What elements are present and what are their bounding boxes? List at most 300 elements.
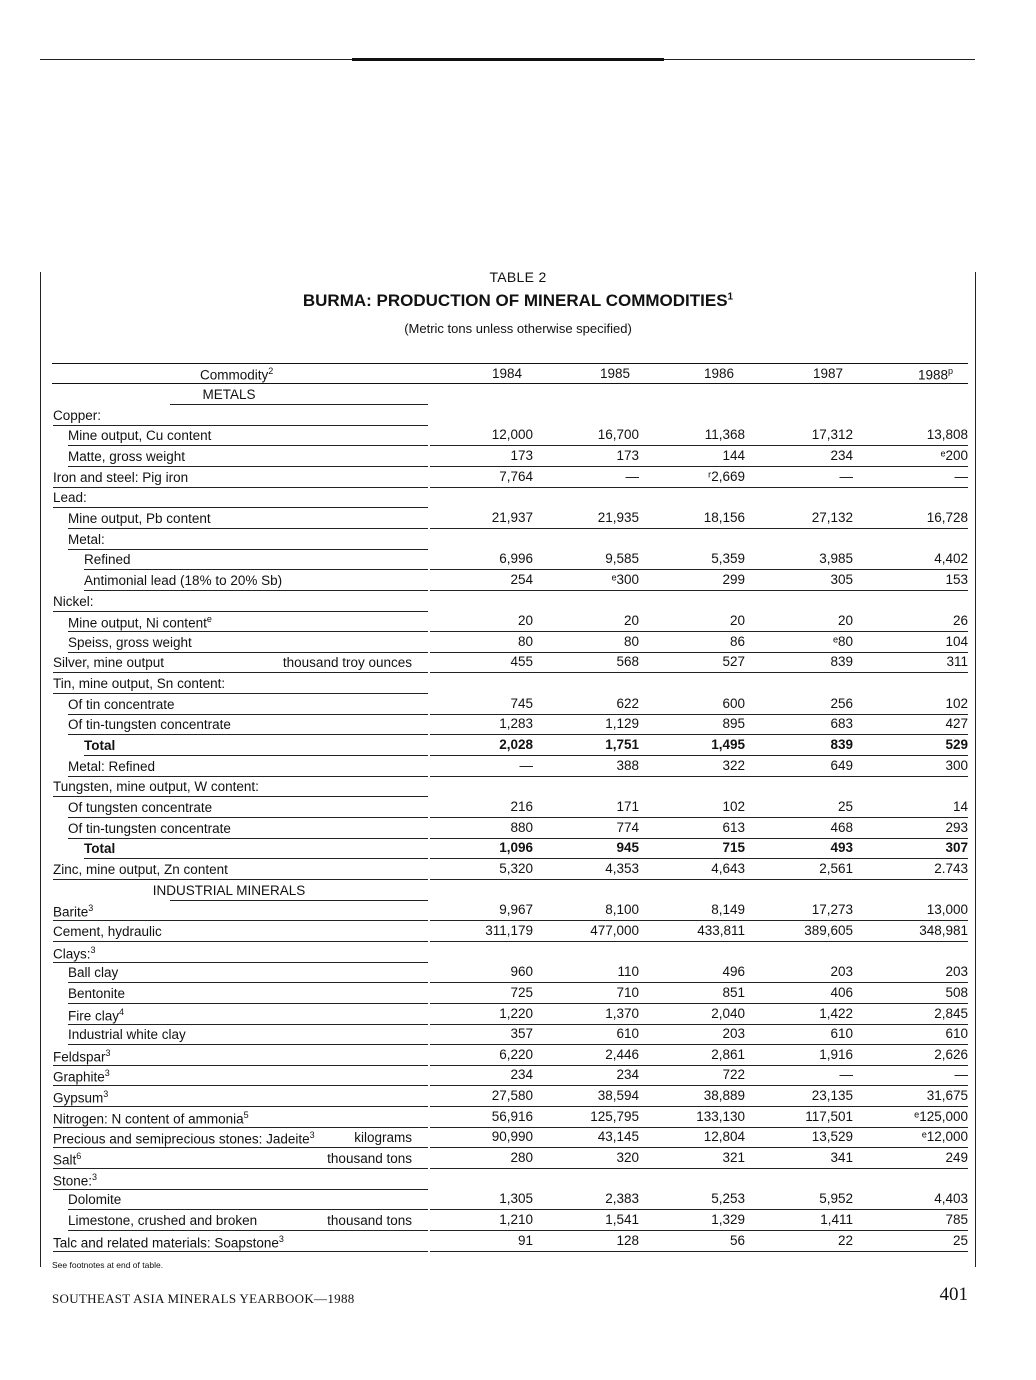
table-row: [0, 571, 1036, 591]
value-cell-1986: 8,149: [711, 902, 745, 918]
value-cell-1984: 1,220: [499, 1005, 533, 1021]
commodity-name-text: Ball clay: [68, 965, 119, 981]
commodity-name: [68, 1007, 124, 1024]
commodity-name: [68, 1192, 121, 1207]
header-commodity-note: 2: [268, 366, 274, 376]
value-cell-1986: 722: [722, 1067, 745, 1083]
value-cell-1985: 128: [616, 1232, 639, 1248]
commodity-name: [68, 614, 212, 631]
value-cell-1984: 80: [517, 633, 533, 649]
table-row: [0, 963, 1036, 983]
value-cell-1988: 2,845: [934, 1005, 968, 1021]
value-cell-1986: 613: [722, 819, 745, 835]
value-cell-1987: 5,952: [819, 1191, 853, 1207]
section-heading-row: [0, 385, 1036, 405]
header-year-1988: 1988$^p$: [918, 366, 954, 383]
commodity-name-text: Silver, mine output: [53, 655, 165, 671]
commodity-name: [68, 449, 185, 464]
value-cell-1988: 307: [945, 840, 968, 856]
value-cell-1987: 1,411: [820, 1212, 853, 1227]
value-cell-1988: 4,402: [934, 551, 968, 567]
value-cell-1986: 895: [722, 716, 745, 732]
value-cell-1984: 311,179: [485, 922, 533, 938]
commodity-name: [53, 1048, 111, 1065]
commodity-name-text: Talc and related materials: Soapstone: [53, 1235, 279, 1251]
value-cell-1987: 3,985: [819, 551, 853, 567]
value-cell-1985: 80: [623, 633, 639, 649]
commodity-name: [53, 1234, 284, 1251]
value-cell-1984: 6,996: [499, 551, 533, 567]
value-cell-1985: 1,541: [605, 1212, 639, 1227]
value-cell-1987: 1,916: [819, 1046, 853, 1062]
value-cell-1987: 468: [830, 819, 853, 835]
section-heading-row: [0, 881, 1036, 901]
unit-label: thousand troy ounces: [282, 655, 412, 671]
table-row: [0, 468, 1036, 488]
footnote-marker: 3: [309, 1130, 315, 1141]
table-title: [0, 291, 1036, 311]
value-cell-1984: 20: [517, 613, 533, 629]
value-cell-1986: 715: [722, 840, 745, 856]
value-cell-1988: 13,000: [926, 902, 968, 918]
commodity-name-text: Industrial white clay: [68, 1027, 186, 1043]
footnote-marker: 3: [104, 1068, 110, 1079]
commodity-name-text: Salt: [53, 1152, 77, 1168]
commodity-name-text: Total: [84, 738, 116, 754]
value-cell-1984: 455: [510, 654, 533, 670]
value-cell-1988: 2,626: [934, 1046, 968, 1062]
table-row: [0, 860, 1036, 880]
commodity-name: [53, 408, 101, 423]
value-cell-1985: 8,100: [605, 902, 639, 918]
commodity-name: [53, 676, 225, 691]
value-cell-1988: 14: [952, 799, 968, 814]
table-label: TABLE 2: [489, 269, 547, 285]
value-cell-1984: —: [519, 757, 533, 773]
value-cell-1987: 406: [830, 984, 853, 1000]
commodity-name-text: Cement, hydraulic: [53, 923, 162, 939]
value-cell-1986: 851: [722, 984, 745, 1000]
commodity-name-text: Of tin-tungsten concentrate: [68, 717, 231, 733]
commodity-name-text: Iron and steel: Pig iron: [53, 469, 189, 485]
value-cell-1984: 173: [510, 447, 533, 463]
header-year-1986: 1986: [704, 366, 735, 381]
commodity-name: [53, 1110, 249, 1127]
value-cell-1986: 102: [722, 799, 745, 814]
table-row: [0, 674, 1036, 694]
footnote-marker: 3: [103, 1089, 109, 1100]
value-cell-1986: 12,804: [703, 1129, 745, 1145]
value-cell-1985: 171: [616, 799, 639, 814]
value-cell-1985: 1,370: [605, 1005, 639, 1021]
value-cell-1987: —: [839, 1067, 853, 1083]
commodity-name-text: Of tungsten concentrate: [68, 800, 213, 815]
table-row: [0, 447, 1036, 467]
commodity-name-text: Precious and semiprecious stones: Jadeite: [53, 1131, 310, 1147]
value-cell-1988: 427: [945, 716, 968, 732]
total-row: [0, 839, 1036, 859]
table-row: [0, 1005, 1036, 1025]
commodity-name: [84, 738, 115, 753]
commodity-name-text: Metal: Refined: [68, 758, 156, 774]
value-cell-1985: 610: [616, 1026, 639, 1042]
commodity-name-text: METALS: [202, 387, 256, 402]
commodity-name: [53, 779, 259, 794]
value-cell-1986: 18,156: [703, 509, 745, 525]
commodity-name: [53, 862, 228, 877]
value-cell-1988: ᵉ200: [940, 447, 968, 463]
value-cell-1986: 133,130: [696, 1108, 745, 1124]
commodity-name-text: Mine output, Cu content: [68, 428, 212, 444]
value-cell-1987: 20: [837, 613, 853, 629]
value-cell-1985: 1,751: [605, 737, 639, 753]
value-cell-1988: 16,728: [926, 509, 968, 525]
value-cell-1985: 945: [616, 840, 639, 856]
value-cell-1985: 16,700: [597, 427, 639, 443]
commodity-name-text: Tin, mine output, Sn content:: [53, 676, 226, 692]
value-cell-1984: 2,028: [499, 737, 533, 753]
value-cell-1986: 144: [722, 447, 745, 463]
value-cell-1986: 5,253: [711, 1191, 745, 1207]
section-heading: [30, 387, 428, 402]
commodity-name: [68, 428, 211, 443]
commodity-name-text: Of tin-tungsten concentrate: [68, 820, 231, 836]
value-cell-1984: 12,000: [491, 427, 533, 443]
value-cell-1984: 6,220: [499, 1046, 533, 1062]
footnote-marker: 3: [92, 1171, 98, 1182]
value-cell-1987: 23,135: [811, 1088, 853, 1104]
commodity-name-text: Mine output, Pb content: [68, 510, 211, 526]
value-cell-1987: 610: [830, 1026, 853, 1042]
value-cell-1987: 256: [830, 695, 853, 711]
value-cell-1985: 20: [623, 613, 639, 629]
value-cell-1986: 527: [722, 654, 745, 670]
header-year-1988-note: p: [948, 366, 954, 376]
value-cell-1985: 234: [616, 1067, 639, 1083]
value-cell-1987: 683: [830, 716, 853, 732]
value-cell-1984: 960: [510, 964, 533, 980]
commodity-name-text: Stone:: [53, 1173, 93, 1189]
value-cell-1986: 321: [722, 1150, 745, 1166]
value-cell-1984: 91: [517, 1232, 533, 1248]
value-cell-1984: 725: [510, 984, 533, 1000]
value-cell-1986: 322: [722, 757, 745, 773]
value-cell-1988: 26: [952, 613, 968, 629]
value-cell-1987: 27,132: [811, 509, 853, 525]
value-cell-1985: 320: [616, 1150, 639, 1166]
value-cell-1988: 203: [945, 964, 968, 980]
value-cell-1987: 17,312: [811, 427, 853, 443]
commodity-name-text: Speiss, gross weight: [68, 634, 192, 650]
value-cell-1984: 7,764: [499, 468, 533, 484]
value-cell-1988: 293: [945, 819, 968, 835]
table-row: [0, 1190, 1036, 1210]
value-cell-1986: 1,329: [711, 1212, 745, 1227]
commodity-name: [53, 924, 162, 939]
commodity-name-text: Feldspar: [53, 1049, 106, 1065]
commodity-name: [53, 1068, 110, 1085]
table-row: [0, 901, 1036, 921]
value-cell-1986: 20: [729, 613, 745, 629]
table-row: [0, 633, 1036, 653]
value-cell-1988: 13,808: [926, 427, 968, 443]
value-cell-1986: 203: [722, 1026, 745, 1042]
value-cell-1988: 300: [945, 757, 968, 773]
commodity-name-text: Total: [84, 841, 116, 857]
value-cell-1984: 1,283: [499, 716, 533, 732]
table-row: [0, 550, 1036, 570]
value-cell-1987: 389,605: [804, 922, 853, 938]
table-row: [0, 592, 1036, 612]
value-cell-1985: 43,145: [597, 1129, 639, 1145]
commodity-name-text: Mine output, Ni content: [68, 615, 207, 631]
value-cell-1986: 11,368: [704, 427, 745, 443]
value-cell-1986: 433,811: [697, 922, 745, 938]
commodity-name: [68, 635, 192, 650]
footnote-marker: 3: [278, 1233, 284, 1244]
header-year-1987: 1987: [813, 366, 844, 381]
value-cell-1988: —: [954, 1067, 968, 1083]
commodity-name: [68, 800, 212, 815]
table-row: [0, 922, 1036, 942]
value-cell-1985: 21,935: [597, 509, 639, 525]
commodity-name-text: Copper:: [53, 407, 102, 423]
value-cell-1986: 600: [722, 695, 745, 711]
value-cell-1988: 2.743: [934, 860, 968, 876]
value-cell-1984: 56,916: [491, 1108, 533, 1124]
value-cell-1985: ᵉ300: [611, 571, 639, 587]
table-row: [0, 1025, 1036, 1045]
value-cell-1987: 839: [830, 654, 853, 670]
value-cell-1985: 774: [616, 819, 639, 835]
commodity-name: [84, 573, 282, 588]
publication-footer: SOUTHEAST ASIA MINERALS YEARBOOK—1988: [52, 1291, 355, 1306]
value-cell-1986: 86: [729, 633, 745, 649]
commodity-name: [53, 1151, 81, 1168]
value-cell-1987: 839: [830, 737, 853, 753]
value-cell-1985: 2,383: [605, 1191, 639, 1207]
value-cell-1984: 280: [510, 1150, 533, 1166]
value-cell-1988: 249: [945, 1150, 968, 1166]
value-cell-1984: 21,937: [491, 509, 533, 525]
commodity-name-text: Graphite: [53, 1069, 105, 1085]
table-row: [0, 757, 1036, 777]
value-cell-1984: 90,990: [491, 1129, 533, 1145]
footnote-marker: 3: [88, 903, 94, 914]
value-cell-1988: 25: [952, 1232, 968, 1248]
value-cell-1986: 56: [729, 1232, 745, 1248]
commodity-name-text: Nitrogen: N content of ammonia: [53, 1111, 244, 1127]
header-bottom-rule: [52, 383, 968, 384]
page-top-rule-accent: [352, 58, 664, 61]
value-cell-1985: 9,585: [605, 551, 639, 567]
value-cell-1987: 117,501: [805, 1108, 853, 1124]
table-row: [0, 509, 1036, 529]
header-commodity: Commodity$^2$: [200, 366, 274, 383]
value-cell-1988: ᵉ12,000: [921, 1129, 968, 1145]
section-heading: [30, 883, 428, 898]
value-cell-1984: 357: [510, 1026, 533, 1042]
table-row: [0, 406, 1036, 426]
commodity-name-text: Gypsum: [53, 1090, 104, 1106]
commodity-name-text: INDUSTRIAL MINERALS: [152, 882, 306, 898]
value-cell-1985: 622: [616, 695, 639, 711]
value-cell-1988: 104: [945, 633, 968, 649]
unit-label: thousand tons: [327, 1213, 412, 1228]
footnote-marker: 3: [105, 1047, 111, 1058]
value-cell-1988: 785: [945, 1212, 968, 1227]
value-cell-1986: 4,643: [711, 860, 745, 876]
commodity-name: [84, 841, 115, 856]
value-cell-1986: 2,040: [711, 1005, 745, 1021]
table-title-note: 1: [727, 291, 734, 303]
value-cell-1988: 508: [945, 984, 968, 1000]
table-row: [0, 798, 1036, 818]
commodity-name-text: Tungsten, mine output, W content:: [53, 779, 259, 795]
commodity-name: [68, 1027, 186, 1042]
value-cell-1988: 348,981: [919, 922, 968, 938]
value-cell-1984: 1,210: [499, 1212, 533, 1227]
commodity-name: [68, 759, 155, 774]
header-top-rule: [52, 363, 968, 364]
value-cell-1987: 1,422: [819, 1005, 853, 1021]
commodity-name: [53, 1089, 108, 1106]
value-cell-1985: —: [625, 468, 639, 484]
value-cell-1984: 1,305: [499, 1191, 533, 1207]
commodity-name: [53, 945, 96, 962]
table-row: [0, 1149, 1036, 1169]
commodity-name-text: Fire clay: [68, 1008, 120, 1023]
footnote-marker: 4: [119, 1006, 125, 1017]
value-cell-1985: 710: [616, 984, 639, 1000]
value-cell-1985: 38,594: [597, 1088, 639, 1104]
value-cell-1984: 234: [510, 1067, 533, 1083]
value-cell-1985: 1,129: [605, 716, 639, 732]
value-cell-1987: 2,561: [819, 860, 853, 876]
value-cell-1987: —: [839, 468, 853, 484]
footnote-reference: See footnotes at end of table.: [52, 1260, 164, 1270]
table-row: [0, 653, 1036, 673]
commodity-name: [53, 490, 87, 505]
commodity-name: [53, 470, 188, 485]
commodity-name-text: Matte, gross weight: [68, 448, 186, 464]
commodity-name: [53, 1172, 97, 1189]
commodity-name: [68, 986, 125, 1001]
value-cell-1988: 610: [945, 1026, 968, 1042]
footnote-marker: e: [206, 614, 212, 625]
table-row: [0, 1170, 1036, 1190]
value-cell-1988: ᵉ125,000: [914, 1108, 968, 1124]
commodity-name: [53, 903, 93, 920]
commodity-name: [68, 717, 231, 732]
value-cell-1988: 311: [946, 654, 968, 670]
commodity-name: [68, 532, 105, 547]
table-row: [0, 1211, 1036, 1231]
value-cell-1986: 496: [722, 964, 745, 980]
table-row: [0, 943, 1036, 963]
table-row: [0, 1108, 1036, 1128]
value-cell-1985: 477,000: [590, 922, 639, 938]
value-cell-1987: ᵉ80: [832, 633, 853, 649]
table-row: [0, 1128, 1036, 1148]
table-row: [0, 426, 1036, 446]
value-cell-1984: 5,320: [499, 860, 533, 876]
table-title-text: BURMA: PRODUCTION OF MINERAL COMMODITIES: [302, 291, 728, 310]
commodity-name-text: Lead:: [53, 490, 87, 506]
commodity-name: [53, 1130, 315, 1147]
value-cell-1987: 493: [830, 840, 853, 856]
value-cell-1986: 5,359: [711, 551, 745, 567]
value-cell-1986: 299: [722, 571, 745, 587]
footnote-marker: 5: [243, 1109, 249, 1120]
commodity-name-text: Dolomite: [68, 1192, 122, 1208]
table-row: [0, 777, 1036, 797]
commodity-name-text: Limestone, crushed and broken: [68, 1213, 258, 1228]
page-number: 401: [939, 1284, 968, 1305]
unit-label: kilograms: [354, 1130, 412, 1146]
value-cell-1985: 4,353: [605, 860, 639, 876]
value-cell-1986: 38,889: [703, 1088, 745, 1104]
total-row: [0, 736, 1036, 756]
table-row: [0, 1046, 1036, 1066]
value-cell-1984: 9,967: [499, 902, 533, 918]
commodity-name-text: Antimonial lead (18% to 20% Sb): [84, 572, 283, 588]
commodity-name-text: Barite: [53, 904, 89, 920]
value-cell-1985: 568: [616, 654, 639, 670]
row-values-rule: [430, 1251, 968, 1252]
commodity-name: [84, 552, 131, 567]
header-year-1984: 1984: [492, 366, 523, 381]
table-row: [0, 1087, 1036, 1107]
value-cell-1985: 388: [616, 757, 639, 773]
unit-label: thousand tons: [327, 1151, 412, 1167]
commodity-name: [53, 655, 164, 670]
commodity-name-text: Bentonite: [68, 985, 126, 1001]
value-cell-1987: 234: [830, 447, 853, 463]
commodity-name: [68, 697, 175, 712]
value-cell-1988: 153: [945, 571, 968, 587]
value-cell-1987: 13,529: [811, 1129, 853, 1145]
table-row: [0, 819, 1036, 839]
value-cell-1985: 110: [617, 964, 639, 980]
commodity-name-text: Nickel:: [53, 593, 94, 609]
table-row: [0, 1066, 1036, 1086]
table-row: [0, 488, 1036, 508]
table-row: [0, 1232, 1036, 1252]
value-cell-1988: 102: [945, 695, 968, 711]
table-row: [0, 984, 1036, 1004]
value-cell-1985: 125,795: [590, 1108, 639, 1124]
table-row: [0, 695, 1036, 715]
commodity-name: [68, 1213, 257, 1228]
value-cell-1987: 17,273: [811, 902, 853, 918]
value-cell-1987: 649: [830, 757, 853, 773]
value-cell-1987: 341: [830, 1150, 853, 1166]
value-cell-1986: 2,861: [711, 1046, 745, 1062]
commodity-name: [68, 965, 118, 980]
value-cell-1985: 2,446: [605, 1046, 639, 1062]
footnote-marker: 6: [76, 1151, 82, 1162]
commodity-name-text: Clays:: [53, 946, 91, 962]
commodity-name-text: Refined: [84, 552, 131, 568]
value-cell-1984: 745: [510, 695, 533, 711]
commodity-name-text: Zinc, mine output, Zn content: [53, 861, 228, 877]
table-row: [0, 715, 1036, 735]
value-cell-1984: 254: [510, 571, 533, 587]
value-cell-1987: 305: [830, 571, 853, 587]
value-cell-1988: 529: [945, 737, 968, 753]
value-cell-1987: 203: [830, 964, 853, 980]
